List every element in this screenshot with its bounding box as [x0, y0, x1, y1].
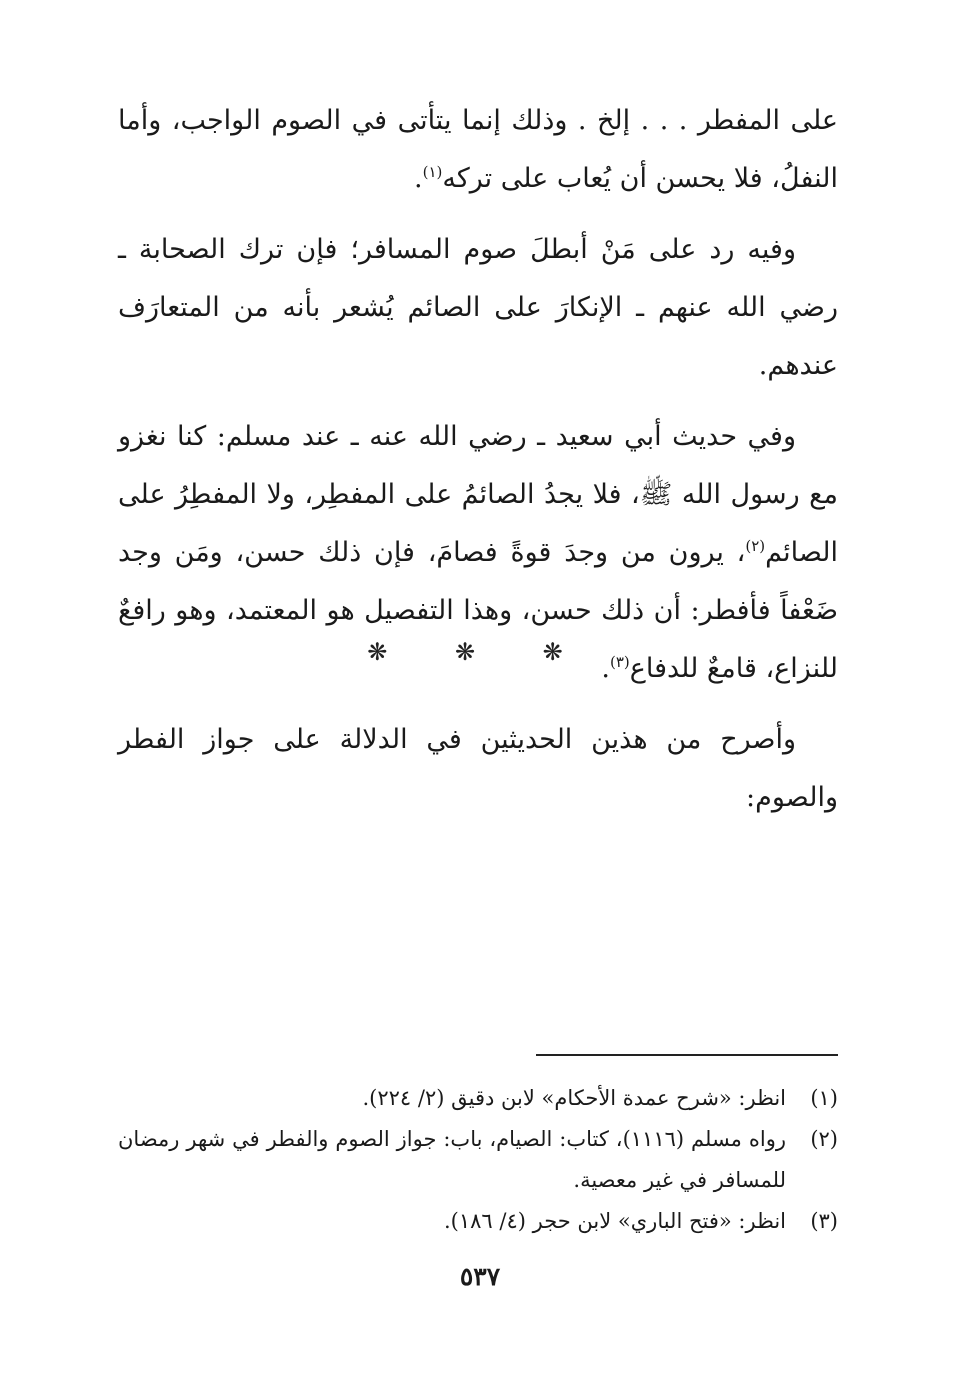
section-separator-icon: ❋ ❋ ❋: [367, 638, 593, 666]
page-number: ٥٣٧: [459, 1262, 501, 1291]
footnote-2: [118, 1119, 838, 1201]
paragraph-3-end: .: [601, 653, 610, 684]
paragraph-1-end: .: [414, 163, 423, 194]
footnotes: [118, 1078, 838, 1242]
footnote-ref-3[interactable]: (٣): [609, 653, 630, 671]
footnote-number: (١): [810, 1086, 838, 1110]
paragraph-1-text: على المفطر . . . إلخ . وذلك إنما يتأتى في الصوم الواجب، وأما النفلُ، فلا يحسن أن يُعاب على تركه: [118, 105, 838, 194]
paragraph-3-text-b: ، يرون من وجدَ قوةً فصامَ، فإن ذلك حسن، ومَن وجد ضَعْفاً فأفطر: أن ذلك حسن، وهذا التفصيل هو المعتمد، وهو رافعٌ للنزاع، قامعٌ للدفاع: [118, 537, 838, 684]
footnote-3: [118, 1201, 838, 1242]
paragraph-1: [118, 92, 838, 208]
paragraph-2: [118, 221, 838, 395]
footnote-ref-1[interactable]: (١): [422, 163, 443, 181]
paragraph-3-text-a: وفي حديث أبي سعيد ـ رضي الله عنه ـ عند مسلم: كنا نغزو مع رسول الله ﷺ، فلا يجدُ الصائمُ على المفطِر، ولا المفطِرُ على الصائم: [118, 421, 838, 568]
main-text: [118, 92, 838, 840]
paragraph-4: [118, 711, 838, 827]
footnote-number: (٢): [810, 1127, 838, 1151]
footnote-text: رواه مسلم (١١١٦)، كتاب: الصيام، باب: جواز الصوم والفطر في شهر رمضان للمسافر في غير معصية.: [118, 1127, 786, 1192]
footnote-ref-2[interactable]: (٢): [745, 537, 766, 555]
paragraph-4-text: وأصرح من هذين الحديثين في الدلالة على جواز الفطر والصوم:: [118, 724, 838, 813]
footnote-text: انظر: «فتح الباري» لابن حجر (٤/ ١٨٦).: [443, 1209, 786, 1233]
paragraph-2-text: وفيه رد على مَنْ أبطلَ صوم المسافر؛ فإن ترك الصحابة ـ رضي الله عنهم ـ الإنكارَ على الصائم يُشعر بأنه من المتعارَف عندهم.: [118, 234, 838, 381]
footnote-divider: [536, 1054, 838, 1056]
footnote-number: (٣): [810, 1209, 838, 1233]
footnote-text: انظر: «شرح عمدة الأحكام» لابن دقيق (٢/ ٢٢٤).: [362, 1086, 786, 1110]
footnote-1: [118, 1078, 838, 1119]
